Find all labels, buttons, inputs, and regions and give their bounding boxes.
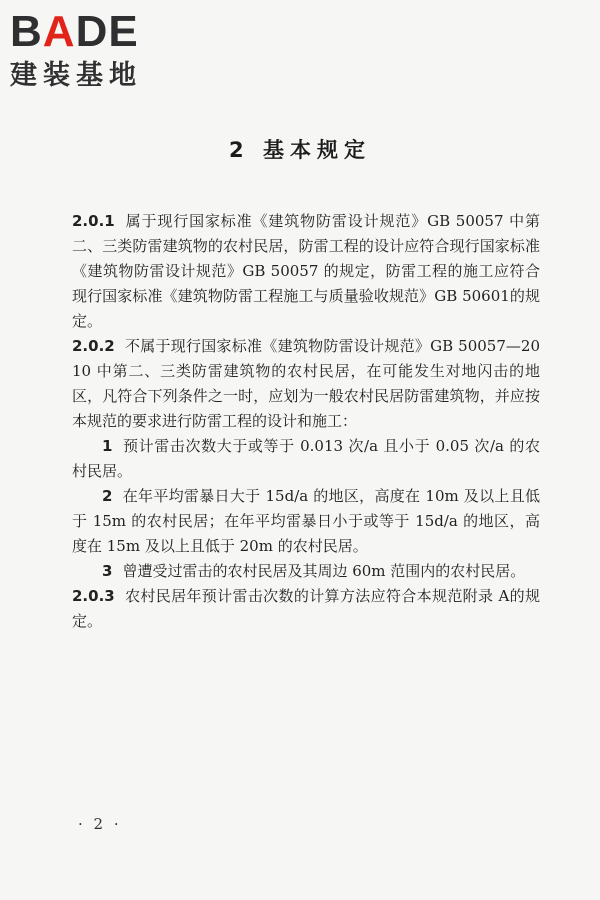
item-text: 预计雷击次数大于或等于 0.013 次/a 且小于 0.05 次/a 的农村民居。 — [72, 437, 540, 480]
item-3 — [72, 559, 540, 584]
item-number: 1 — [102, 437, 113, 455]
clause-number: 2.0.3 — [72, 587, 115, 605]
logo-subtitle: 建装基地 — [10, 60, 142, 91]
clause-2-0-2 — [72, 334, 540, 434]
logo-letter-accent: A — [42, 7, 76, 56]
logo-letters-suffix: DE — [75, 7, 139, 56]
clause-number: 2.0.1 — [72, 212, 115, 230]
logo-wordmark — [10, 6, 139, 58]
clause-number: 2.0.2 — [72, 337, 115, 355]
clause-text: 不属于现行国家标准《建筑物防雷设计规范》GB 50057—2010 中第二、三类防雷建筑物的农村民居，在可能发生对地闪击的地区，凡符合下列条件之一时，应划为一般农村民居防雷建筑物，并应按本规范的要求进行防雷工程的设计和施工： — [72, 337, 540, 430]
item-2 — [72, 484, 540, 559]
item-text: 在年平均雷暴日大于 15d/a 的地区，高度在 10m 及以上且低于 15m 的农村民居；在年平均雷暴日小于或等于 15d/a 的地区，高度在 15m 及以上且低于 20m 的农村民居。 — [72, 487, 540, 555]
chapter-title: 2 基本规定 — [229, 138, 371, 162]
clause-2-0-1 — [72, 209, 540, 334]
item-1 — [72, 434, 540, 484]
document-body — [72, 209, 540, 634]
clause-2-0-3 — [72, 584, 540, 634]
logo — [10, 6, 180, 96]
clause-text: 属于现行国家标准《建筑物防雷设计规范》GB 50057 中第二、三类防雷建筑物的农村民居，防雷工程的设计应符合现行国家标准《建筑物防雷设计规范》GB 50057 的规定，防雷工程的施工应符合现行国家标准《建筑物防雷工程施工与质量验收规范》GB 50601的规定。 — [72, 212, 540, 330]
item-text: 曾遭受过雷击的农村民居及其周边 60m 范围内的农村民居。 — [122, 562, 526, 580]
item-number: 3 — [102, 562, 113, 580]
clause-text: 农村民居年预计雷击次数的计算方法应符合本规范附录 A的规定。 — [72, 587, 540, 630]
item-number: 2 — [102, 487, 113, 505]
logo-letters-prefix: B — [10, 7, 43, 56]
page-number: · 2 · — [78, 815, 122, 833]
